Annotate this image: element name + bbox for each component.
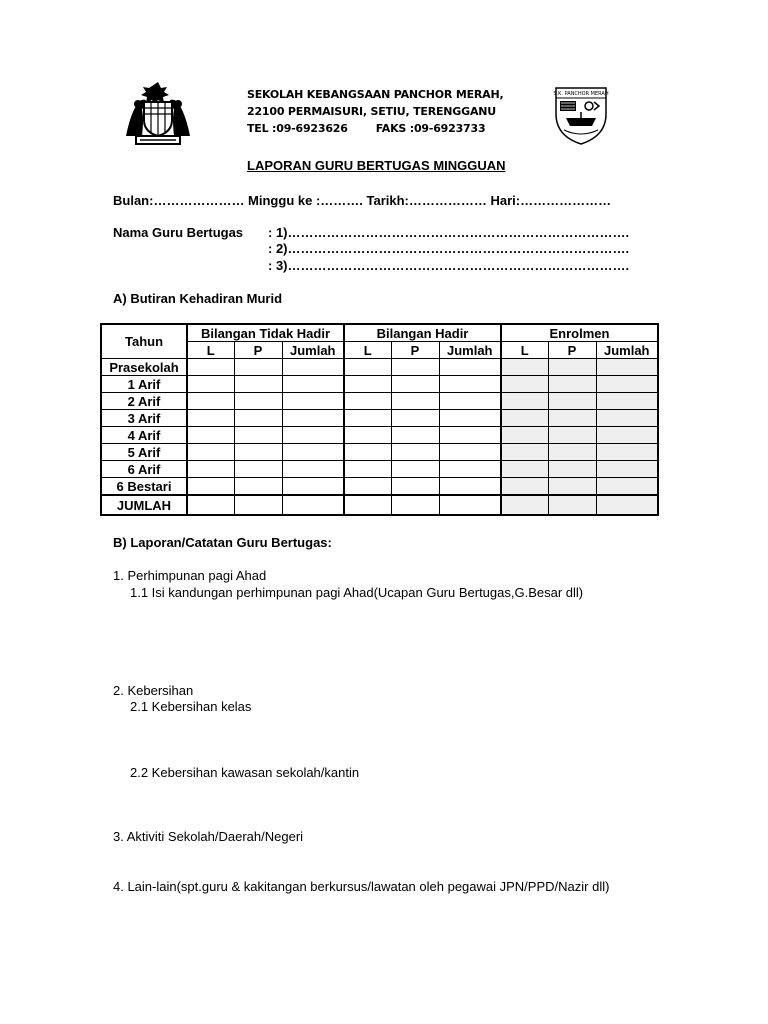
table-cell xyxy=(234,359,282,376)
table-cell xyxy=(548,478,596,496)
table-cell xyxy=(548,376,596,393)
header-enrolmen: Enrolmen xyxy=(501,324,658,342)
table-cell xyxy=(234,444,282,461)
table-cell xyxy=(187,393,234,410)
item-1: 1. Perhimpunan pagi Ahad xyxy=(113,568,267,583)
table-cell xyxy=(439,495,501,515)
item-2: 2. Kebersihan xyxy=(113,683,194,698)
nama-line-2: : 2)……………………………………………………………………. xyxy=(268,241,630,256)
table-cell xyxy=(439,444,501,461)
table-cell xyxy=(391,478,439,496)
table-cell xyxy=(501,478,548,496)
nama-guru-label: Nama Guru Bertugas xyxy=(113,225,244,240)
table-cell xyxy=(501,376,548,393)
item-1-1: 1.1 Isi kandungan perhimpunan pagi Ahad(Ucapan Guru Bertugas,G.Besar dll) xyxy=(130,585,584,600)
table-cell xyxy=(282,478,344,496)
table-cell xyxy=(187,359,234,376)
row-label: 1 Arif xyxy=(101,376,187,393)
table-cell xyxy=(344,393,391,410)
sub-l: L xyxy=(187,342,234,359)
table-cell xyxy=(344,444,391,461)
table-cell xyxy=(344,495,391,515)
table-cell xyxy=(439,410,501,427)
sub-l: L xyxy=(501,342,548,359)
section-a-heading: A) Butiran Kehadiran Murid xyxy=(113,291,283,306)
table-total-row xyxy=(101,495,658,515)
row-label: Prasekolah xyxy=(101,359,187,376)
table-cell xyxy=(391,376,439,393)
table-cell xyxy=(548,393,596,410)
table-cell xyxy=(391,444,439,461)
table-cell xyxy=(344,376,391,393)
table-cell xyxy=(501,461,548,478)
table-cell xyxy=(391,427,439,444)
table-cell xyxy=(282,376,344,393)
table-cell xyxy=(439,461,501,478)
table-cell xyxy=(501,444,548,461)
table-cell xyxy=(234,393,282,410)
table-cell xyxy=(282,359,344,376)
table-cell xyxy=(344,359,391,376)
coat-of-arms-logo xyxy=(118,78,198,148)
table-cell xyxy=(596,461,658,478)
attendance-table xyxy=(100,323,659,516)
school-badge-logo xyxy=(552,84,610,146)
nama-line-3: : 3)……………………………………………………………………. xyxy=(268,258,630,273)
table-cell xyxy=(596,359,658,376)
header-hadir: Bilangan Hadir xyxy=(344,324,501,342)
table-cell xyxy=(234,495,282,515)
table-cell xyxy=(391,359,439,376)
table-cell xyxy=(548,359,596,376)
sub-p: P xyxy=(548,342,596,359)
table-cell xyxy=(548,461,596,478)
table-cell xyxy=(391,410,439,427)
table-cell xyxy=(596,427,658,444)
table-cell xyxy=(501,359,548,376)
table-cell xyxy=(234,478,282,496)
header-tidak-hadir: Bilangan Tidak Hadir xyxy=(187,324,344,342)
school-header xyxy=(247,86,503,137)
table-row xyxy=(101,376,658,393)
table-cell xyxy=(187,427,234,444)
table-cell xyxy=(439,478,501,496)
table-cell xyxy=(596,444,658,461)
sub-jumlah: Jumlah xyxy=(439,342,501,359)
table-cell xyxy=(596,478,658,496)
table-cell xyxy=(391,461,439,478)
table-row xyxy=(101,410,658,427)
row-label: 5 Arif xyxy=(101,444,187,461)
table-row xyxy=(101,478,658,496)
item-2-1: 2.1 Kebersihan kelas xyxy=(130,699,252,714)
table-row xyxy=(101,359,658,376)
table-cell xyxy=(501,393,548,410)
school-address: 22100 PERMAISURI, SETIU, TERENGGANU xyxy=(247,105,497,118)
table-cell xyxy=(234,410,282,427)
table-row xyxy=(101,461,658,478)
table-cell xyxy=(501,495,548,515)
table-cell xyxy=(234,461,282,478)
document-title: LAPORAN GURU BERTUGAS MINGGUAN xyxy=(247,158,506,173)
table-cell xyxy=(501,410,548,427)
table-cell xyxy=(282,444,344,461)
sub-jumlah: Jumlah xyxy=(282,342,344,359)
table-cell xyxy=(344,410,391,427)
sub-p: P xyxy=(234,342,282,359)
school-tel: TEL :09-6923626 xyxy=(247,122,348,135)
nama-line-1: : 1)……………………………………………………………………. xyxy=(268,225,630,240)
table-cell xyxy=(596,393,658,410)
item-4: 4. Lain-lain(spt.guru & kakitangan berkursus/lawatan oleh pegawai JPN/PPD/Nazir dll) xyxy=(113,879,610,894)
table-row xyxy=(101,444,658,461)
table-cell xyxy=(596,495,658,515)
row-label: 4 Arif xyxy=(101,427,187,444)
date-fields-line: Bulan:………………… Minggu ke :………. Tarikh:……………… Hari:………………… xyxy=(113,193,612,208)
table-cell xyxy=(439,359,501,376)
row-label: 6 Arif xyxy=(101,461,187,478)
table-cell xyxy=(344,461,391,478)
table-cell xyxy=(548,444,596,461)
sub-jumlah: Jumlah xyxy=(596,342,658,359)
table-cell xyxy=(439,427,501,444)
table-cell xyxy=(282,393,344,410)
school-fax: FAKS :09-6923733 xyxy=(375,122,486,135)
row-label: 6 Bestari xyxy=(101,478,187,496)
table-row xyxy=(101,393,658,410)
table-cell xyxy=(187,495,234,515)
table-row xyxy=(101,427,658,444)
table-cell xyxy=(282,410,344,427)
table-cell xyxy=(391,393,439,410)
badge-text: S.K. PANCHOR MERAH xyxy=(553,91,609,97)
table-cell xyxy=(187,410,234,427)
section-b-heading: B) Laporan/Catatan Guru Bertugas: xyxy=(113,535,332,550)
table-cell xyxy=(344,478,391,496)
table-cell xyxy=(439,393,501,410)
table-cell xyxy=(187,444,234,461)
table-cell xyxy=(282,461,344,478)
table-cell xyxy=(548,410,596,427)
table-cell xyxy=(596,410,658,427)
table-cell xyxy=(548,495,596,515)
item-2-2: 2.2 Kebersihan kawasan sekolah/kantin xyxy=(130,765,360,780)
table-cell xyxy=(391,495,439,515)
row-label: 3 Arif xyxy=(101,410,187,427)
item-3: 3. Aktiviti Sekolah/Daerah/Negeri xyxy=(113,829,304,844)
table-cell xyxy=(344,427,391,444)
school-name: SEKOLAH KEBANGSAAN PANCHOR MERAH, xyxy=(247,88,504,101)
sub-p: P xyxy=(391,342,439,359)
row-label: 2 Arif xyxy=(101,393,187,410)
header-tahun: Tahun xyxy=(101,324,187,359)
table-cell xyxy=(187,376,234,393)
table-cell xyxy=(596,376,658,393)
row-label: JUMLAH xyxy=(101,495,187,515)
table-cell xyxy=(282,495,344,515)
table-cell xyxy=(548,427,596,444)
table-cell xyxy=(187,461,234,478)
table-cell xyxy=(282,427,344,444)
sub-l: L xyxy=(344,342,391,359)
table-cell xyxy=(234,427,282,444)
table-cell xyxy=(187,478,234,496)
table-cell xyxy=(501,427,548,444)
table-cell xyxy=(439,376,501,393)
table-cell xyxy=(234,376,282,393)
